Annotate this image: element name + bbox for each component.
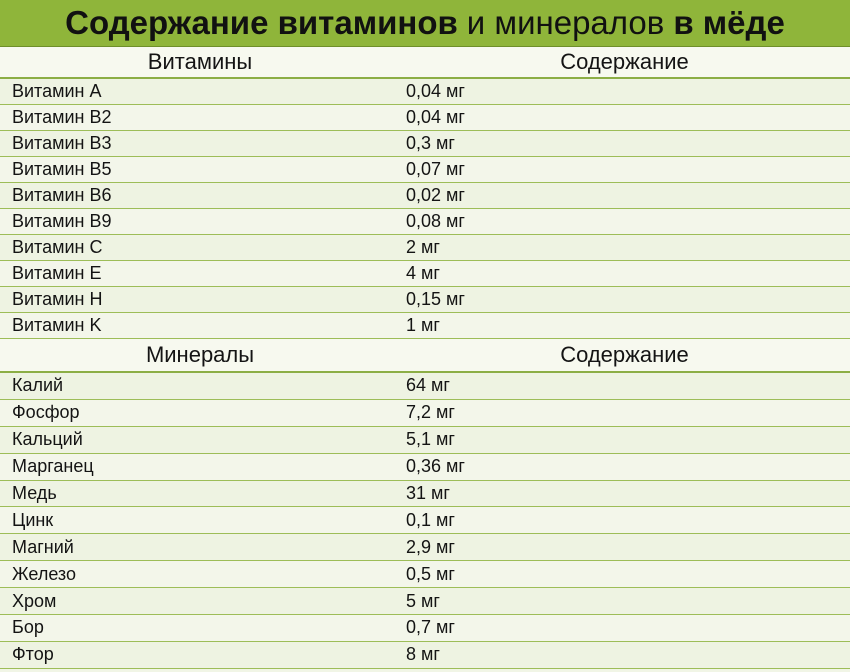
- vitamin-value: 0,07 мг: [400, 157, 850, 183]
- mineral-row: [0, 588, 850, 615]
- mineral-row: [0, 453, 850, 480]
- mineral-name: Хром: [0, 588, 400, 615]
- title-part-3: в мёде: [673, 4, 785, 41]
- mineral-name: Медь: [0, 480, 400, 507]
- mineral-row: [0, 372, 850, 399]
- mineral-name: Цинк: [0, 507, 400, 534]
- vitamin-name: Витамин C: [0, 235, 400, 261]
- vitamins-section: [0, 47, 850, 339]
- vitamin-name: Витамин B9: [0, 209, 400, 235]
- mineral-row: [0, 641, 850, 668]
- mineral-row: [0, 480, 850, 507]
- mineral-row: [0, 561, 850, 588]
- vitamin-row: [0, 209, 850, 235]
- vitamin-row: [0, 287, 850, 313]
- vitamin-value: 0,15 мг: [400, 287, 850, 313]
- vitamins-value-header: Содержание: [400, 47, 850, 78]
- vitamin-value: 0,08 мг: [400, 209, 850, 235]
- mineral-row: [0, 399, 850, 426]
- vitamin-value: 1 мг: [400, 313, 850, 339]
- minerals-section: [0, 339, 850, 669]
- vitamin-name: Витамин B5: [0, 157, 400, 183]
- mineral-value: 2,9 мг: [400, 534, 850, 561]
- vitamin-row: [0, 183, 850, 209]
- minerals-header-row: [0, 339, 850, 373]
- vitamins-header: Витамины: [0, 47, 400, 78]
- mineral-row: [0, 615, 850, 642]
- mineral-name: Калий: [0, 372, 400, 399]
- title-part-2: и минералов: [466, 4, 665, 41]
- page-title: [0, 0, 850, 47]
- vitamin-value: 0,04 мг: [400, 78, 850, 105]
- mineral-value: 5,1 мг: [400, 426, 850, 453]
- vitamin-name: Витамин B6: [0, 183, 400, 209]
- vitamin-name: Витамин H: [0, 287, 400, 313]
- mineral-value: 7,2 мг: [400, 399, 850, 426]
- mineral-name: Железо: [0, 561, 400, 588]
- mineral-value: 5 мг: [400, 588, 850, 615]
- vitamin-row: [0, 105, 850, 131]
- vitamin-name: Витамин B3: [0, 131, 400, 157]
- mineral-value: 64 мг: [400, 372, 850, 399]
- vitamin-row: [0, 131, 850, 157]
- mineral-row: [0, 426, 850, 453]
- vitamin-row: [0, 261, 850, 287]
- vitamin-name: Витамин K: [0, 313, 400, 339]
- vitamin-row: [0, 235, 850, 261]
- mineral-name: Фтор: [0, 641, 400, 668]
- vitamins-header-row: [0, 47, 850, 78]
- vitamin-name: Витамин E: [0, 261, 400, 287]
- mineral-value: 31 мг: [400, 480, 850, 507]
- vitamin-row: [0, 157, 850, 183]
- vitamin-name: Витамин B2: [0, 105, 400, 131]
- mineral-value: 0,36 мг: [400, 453, 850, 480]
- vitamin-value: 2 мг: [400, 235, 850, 261]
- vitamin-value: 0,04 мг: [400, 105, 850, 131]
- mineral-row: [0, 507, 850, 534]
- title-part-1: Содержание витаминов: [65, 4, 458, 41]
- vitamin-row: [0, 313, 850, 339]
- mineral-name: Кальций: [0, 426, 400, 453]
- vitamin-value: 0,02 мг: [400, 183, 850, 209]
- nutrient-table: [0, 47, 850, 669]
- minerals-header: Минералы: [0, 339, 400, 373]
- mineral-name: Магний: [0, 534, 400, 561]
- vitamin-name: Витамин A: [0, 78, 400, 105]
- mineral-value: 0,5 мг: [400, 561, 850, 588]
- mineral-row: [0, 534, 850, 561]
- minerals-value-header: Содержание: [400, 339, 850, 373]
- vitamin-value: 4 мг: [400, 261, 850, 287]
- mineral-name: Фосфор: [0, 399, 400, 426]
- mineral-name: Марганец: [0, 453, 400, 480]
- mineral-value: 8 мг: [400, 641, 850, 668]
- mineral-name: Бор: [0, 615, 400, 642]
- mineral-value: 0,7 мг: [400, 615, 850, 642]
- vitamin-row: [0, 78, 850, 105]
- vitamin-value: 0,3 мг: [400, 131, 850, 157]
- mineral-value: 0,1 мг: [400, 507, 850, 534]
